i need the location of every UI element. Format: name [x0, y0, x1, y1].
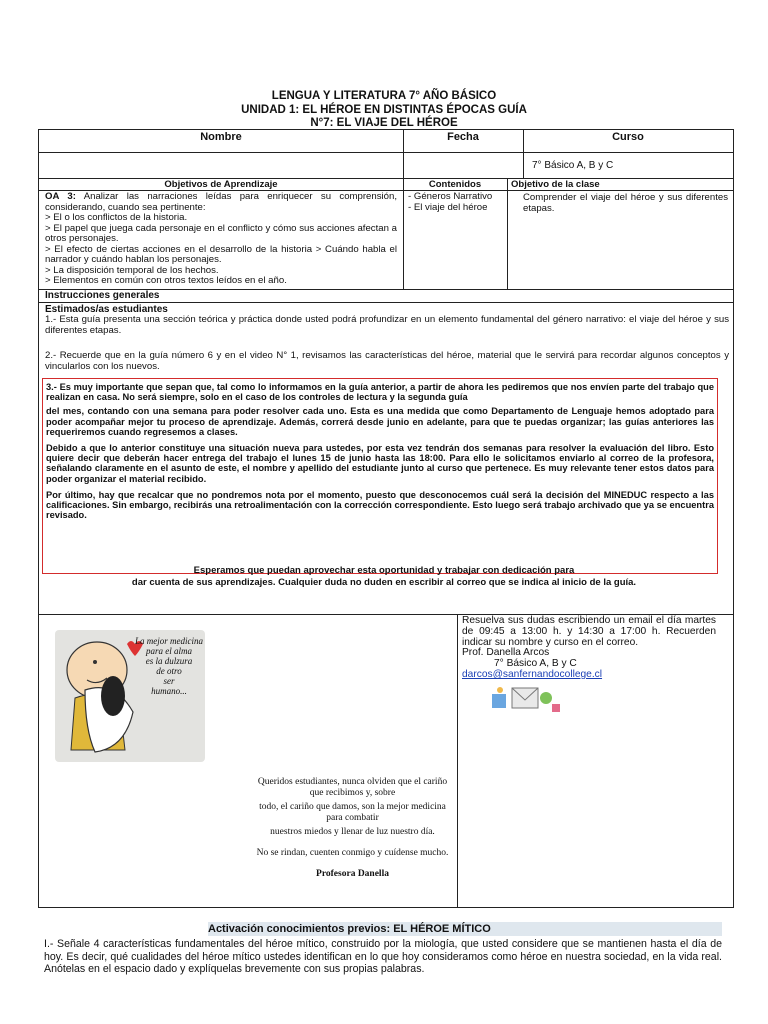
objetivo-clase-header: Objetivo de la clase [511, 179, 600, 190]
doc-title-line1: LENGUA Y LITERATURA 7° AÑO BÁSICO [271, 90, 497, 102]
snoopy-caption: La mejor medicina para el alma es la dulzura de otro ser humano... [135, 636, 203, 696]
closing-line2: dar cuenta de sus aprendizajes. Cualquier duda no duden en escribir al correo que se indica al inicio de la guía. [131, 577, 637, 588]
email-icon [488, 684, 568, 716]
instruction-p1: 1.- Esta guía presenta una sección teórica y práctica donde usted podrá profundizar en un elemento fundamental del género narrativo: el viaje del héroe y sus diferentes etapas. [45, 314, 729, 336]
activation-title: Activación conocimientos previos: EL HÉROE MÍTICO [208, 923, 491, 935]
contenidos-list: - Géneros Narrativo - El viaje del héroe [408, 191, 493, 213]
student-info-table [38, 129, 734, 179]
objetivo-clase-text: Comprender el viaje del héroe y sus diferentes etapas. [523, 192, 728, 214]
oa-description: OA 3: Analizar las narraciones leídas para enriquecer su comprensión, considerando, cuando sea pertinente: > El o los conflictos de la historia. > El papel que juega cada personaje en el conflicto y cómo sus acciones afectan a otros personajes. > El efecto de ciertas acciones en el desarrollo de la historia > Cuándo habla el narrador y cuándo hablan los personajes. > La disposición temporal de los hechos. > Elementos en común con otros textos leídos en el año. [45, 191, 397, 286]
teacher-name: Prof. Danella Arcos [462, 647, 550, 658]
curso-header: Curso [612, 131, 644, 143]
doc-title-line3: N°7: EL VIAJE DEL HÉROE [310, 117, 458, 129]
activation-text: I.- Señale 4 características fundamentales del héroe mítico, construido por la miología, que usted considere que se mantienen hasta el día de hoy. Es decir, qué cualidades del héroe mítico ustedes identifican en lo que hoy consideramos como héroe en nuestra sociedad, en la vida real. Anótelas en el espacio dado y explíquelas brevemente con sus propias palabras. [44, 938, 722, 975]
contenidos-header: Contenidos [428, 179, 482, 190]
greeting: Estimados/as estudiantes [45, 304, 168, 315]
fecha-header: Fecha [447, 131, 479, 143]
teacher-message: Queridos estudiantes, nunca olviden que el cariño que recibimos y, sobre todo, el cariño que damos, son la mejor medicina para combatir nuestros miedos y llenar de luz nuestro día. No se rindan, cuenten conmigo y cuídense mucho. Profesora Danella [256, 777, 449, 879]
nombre-header: Nombre [200, 131, 242, 143]
instrucciones-title: Instrucciones generales [45, 290, 160, 301]
objectives-table [38, 178, 734, 290]
contact-text: Resuelva sus dudas escribiendo un email el día martes de 09:45 a 13:00 h. y 14:30 a 17:00 h. Recuerden indicar su nombre y curso en el correo. [462, 615, 716, 648]
objetivos-header: Objetivos de Aprendizaje [164, 179, 278, 190]
closing-line1: Esperamos que puedan aprovechar esta oportunidad y trabajar con dedicación para [193, 565, 575, 576]
snoopy-image [55, 630, 205, 762]
important-notice-text: 3.- Es muy importante que sepan que, tal como lo informamos en la guía anterior, a partir de ahora les pediremos que nos envíen parte del trabajo que realizan en casa. No será siempre, solo en el caso de los controles de lectura y la segunda guía del mes, contando con una semana para poder resolver cada uno. Esta es una medida que como Departamento de Lenguaje hemos adoptado para poder acompañar mejor tu proceso de aprendizaje. Además, correrá desde junio en adelante, para que te puedas organizar; las guías anteriores las requeriremos cuando regresemos a clases. Debido a que lo anterior constituye una situación nueva para ustedes, por esta vez tendrán dos semanas para resolver la evaluación del libro. Esto quiere decir que deberán hacer entrega del trabajo el lunes 15 de junio hasta las 18:00. Para ello le solicitamos enviarlo al correo de la profesora, señalando claramente en el asunto de este, el nombre y apellido del estudiante junto al curso que pertenece. Es muy relevante tener estos datos para poder organizar el material recibido. Por último, hay que recalcar que no pondremos nota por el momento, puesto que desconocemos cuál será la decisión del MINEDUC respecto a las calificaciones. Sin embargo, recibirás una retroalimentación con la corrección correspondiente. Esto luego será trabajo archivado que ya se encuentra revisado. [46, 382, 714, 521]
doc-title-line2: UNIDAD 1: EL HÉROE EN DISTINTAS ÉPOCAS GUÍA [241, 104, 527, 116]
curso-value: 7° Básico A, B y C [532, 160, 614, 171]
instruction-p2: 2.- Recuerde que en la guía número 6 y en el video N° 1, revisamos las características del héroe, material que le servirá para recordar algunos conceptos y vincularlos con los nuevos. [45, 350, 729, 372]
contact-curso: 7° Básico A, B y C [494, 658, 577, 669]
teacher-email-link[interactable]: darcos@sanfernandocollege.cl [462, 669, 603, 680]
